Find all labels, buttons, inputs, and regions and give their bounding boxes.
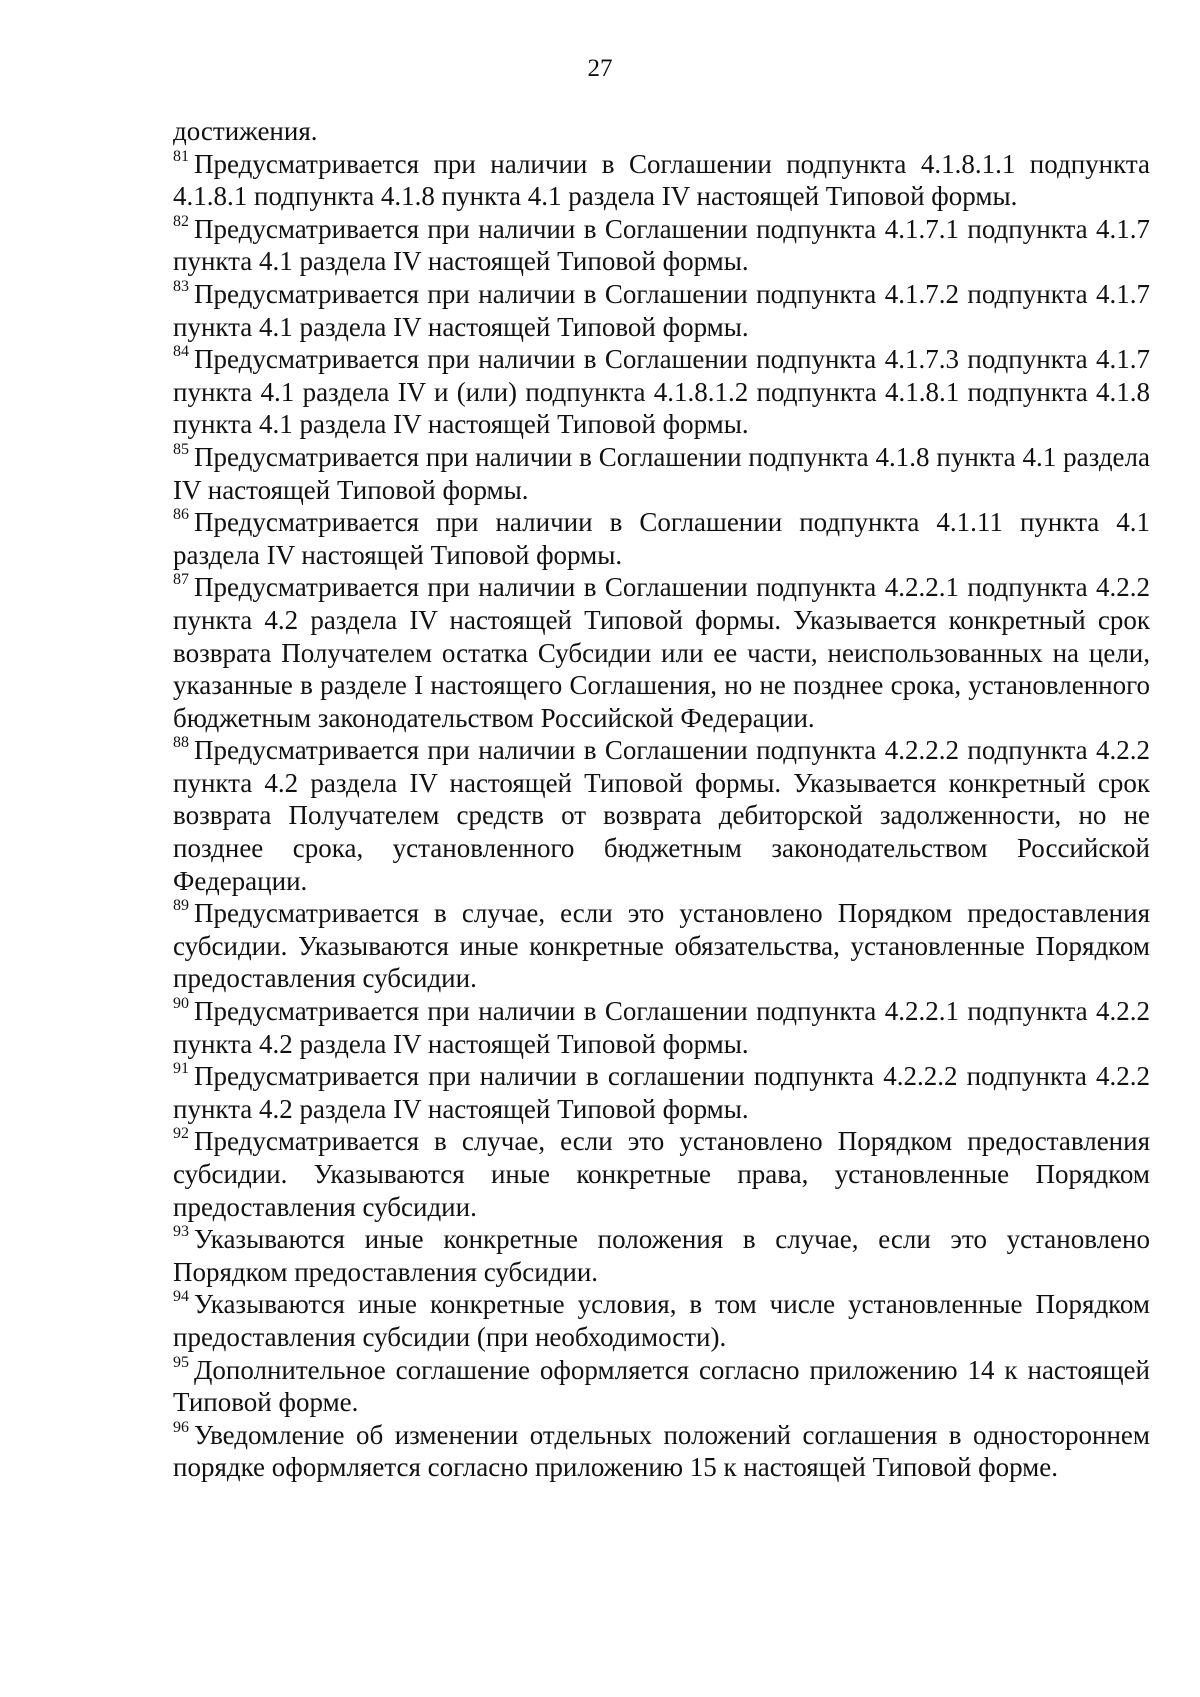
footnote-number: 81 bbox=[173, 147, 189, 165]
footnote-number: 92 bbox=[173, 1125, 189, 1143]
footnote-83 bbox=[173, 278, 1150, 343]
footnote-96 bbox=[173, 1419, 1150, 1484]
footnote-84 bbox=[173, 343, 1150, 441]
footnote-text: Дополнительное соглашение оформляется согласно приложению 14 к настоящей Типовой форме. bbox=[173, 1354, 1150, 1418]
footnote-95 bbox=[173, 1354, 1150, 1419]
footnote-text: Предусматривается при наличии в соглашении подпункта 4.2.2.2 подпункта 4.2.2 пункта 4.2 раздела IV настоящей Типовой формы. bbox=[173, 1061, 1150, 1124]
footnote-text: Уведомление об изменении отдельных положений соглашения в одностороннем порядке оформляется согласно приложению 15 к настоящей Типовой форме. bbox=[173, 1419, 1150, 1483]
footnote-88 bbox=[173, 734, 1150, 897]
footnote-86 bbox=[173, 506, 1150, 571]
footnote-number: 85 bbox=[173, 440, 189, 458]
footnote-text: Предусматривается в случае, если это установлено Порядком предоставления субсидии. Указываются иные конкретные права, установленные Порядком предоставления субсидии. bbox=[173, 1126, 1150, 1222]
footnote-text: Предусматривается при наличии в Соглашении подпункта 4.2.2.2 подпункта 4.2.2 пункта 4.2 раздела IV настоящей Типовой формы. Указывается конкретный срок возврата Получателем средств от возврата дебиторской задолженности, но не позднее срока, установленного бюджетным законодательством Российской Федерации. bbox=[173, 735, 1150, 896]
footnote-87 bbox=[173, 571, 1150, 734]
footnote-list bbox=[173, 148, 1150, 1484]
footnote-number: 89 bbox=[173, 897, 189, 915]
footnotes-block bbox=[173, 115, 1150, 1484]
footnote-number: 91 bbox=[173, 1060, 189, 1078]
footnote-85 bbox=[173, 441, 1150, 506]
footnote-number: 83 bbox=[173, 277, 189, 295]
footnote-text: Предусматривается в случае, если это установлено Порядком предоставления субсидии. Указываются иные конкретные обязательства, установленные Порядком предоставления субсидии. bbox=[173, 898, 1150, 994]
footnote-number: 90 bbox=[173, 995, 189, 1013]
footnote-94 bbox=[173, 1288, 1150, 1353]
footnote-text: Предусматривается при наличии в Соглашении подпункта 4.1.7.2 подпункта 4.1.7 пункта 4.1 раздела IV настоящей Типовой формы. bbox=[173, 278, 1150, 342]
footnote-text: Предусматривается при наличии в Соглашении подпункта 4.1.11 пункта 4.1 раздела IV настоящей Типовой формы. bbox=[173, 507, 1150, 570]
footnote-text: Предусматривается при наличии в Соглашении подпункта 4.2.2.1 подпункта 4.2.2 пункта 4.2 раздела IV настоящей Типовой формы. Указывается конкретный срок возврата Получателем остатка Субсидии или ее части, неиспользованных на цели, указанные в разделе I настоящего Соглашения, но не позднее срока, установленного бюджетным законодательством Российской Федерации. bbox=[173, 572, 1150, 733]
footnote-90 bbox=[173, 995, 1150, 1060]
footnote-text: Предусматривается при наличии в Соглашении подпункта 4.1.8.1.1 подпункта 4.1.8.1 подпункта 4.1.8 пункта 4.1 раздела IV настоящей Типовой формы. bbox=[173, 148, 1150, 212]
footnote-91 bbox=[173, 1060, 1150, 1125]
footnote-number: 94 bbox=[173, 1288, 189, 1306]
footnote-number: 82 bbox=[173, 212, 189, 230]
footnote-81 bbox=[173, 148, 1150, 213]
footnote-text: Предусматривается при наличии в Соглашении подпункта 4.2.2.1 подпункта 4.2.2 пункта 4.2 раздела IV настоящей Типовой формы. bbox=[173, 996, 1150, 1059]
footnote-text: Предусматривается при наличии в Соглашении подпункта 4.1.7.3 подпункта 4.1.7 пункта 4.1 раздела IV и (или) подпункта 4.1.8.1.2 подпункта 4.1.8.1 подпункта 4.1.8 пункта 4.1 раздела IV настоящей Типовой формы. bbox=[173, 344, 1150, 440]
footnote-number: 95 bbox=[173, 1353, 189, 1371]
page-number: 27 bbox=[587, 55, 613, 82]
footnote-93 bbox=[173, 1223, 1150, 1288]
footnote-number: 86 bbox=[173, 506, 189, 524]
footnote-number: 93 bbox=[173, 1223, 189, 1241]
footnote-text: Предусматривается при наличии в Соглашении подпункта 4.1.8 пункта 4.1 раздела IV настоящей Типовой формы. bbox=[173, 441, 1150, 505]
footnote-89 bbox=[173, 897, 1150, 995]
footnote-text: Указываются иные конкретные положения в случае, если это установлено Порядком предоставления субсидии. bbox=[173, 1224, 1150, 1287]
footnote-text: Предусматривается при наличии в Соглашении подпункта 4.1.7.1 подпункта 4.1.7 пункта 4.1 раздела IV настоящей Типовой формы. bbox=[173, 213, 1150, 277]
footnote-number: 84 bbox=[173, 343, 189, 361]
footnote-number: 96 bbox=[173, 1418, 189, 1436]
continuation-text: достижения. bbox=[173, 116, 318, 146]
footnote-text: Указываются иные конкретные условия, в том числе установленные Порядком предоставления субсидии (при необходимости). bbox=[173, 1289, 1150, 1352]
footnote-82 bbox=[173, 213, 1150, 278]
footnote-92 bbox=[173, 1125, 1150, 1223]
footnote-number: 88 bbox=[173, 734, 189, 752]
footnote-number: 87 bbox=[173, 571, 189, 589]
